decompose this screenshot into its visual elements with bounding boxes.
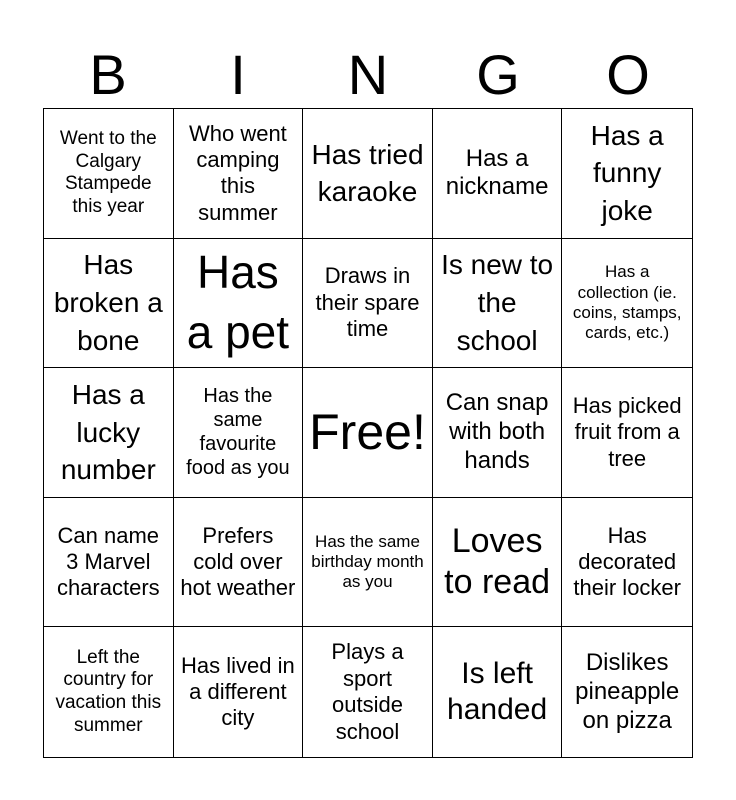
bingo-cell-r3c1[interactable]: Has a lucky number	[44, 368, 174, 498]
bingo-cell-r2c3[interactable]: Draws in their spare time	[303, 239, 433, 369]
bingo-cell-r3c5[interactable]: Has picked fruit from a tree	[562, 368, 692, 498]
bingo-cell-r4c1[interactable]: Can name 3 Marvel characters	[44, 498, 174, 628]
bingo-cell-r5c1[interactable]: Left the country for vacation this summer	[44, 627, 174, 757]
bingo-header	[43, 42, 693, 108]
bingo-cell-r5c2[interactable]: Has lived in a different city	[174, 627, 304, 757]
bingo-board	[43, 108, 693, 758]
bingo-cell-r3c4[interactable]: Can snap with both hands	[433, 368, 563, 498]
bingo-cell-r3c2[interactable]: Has the same favourite food as you	[174, 368, 304, 498]
bingo-cell-r1c3[interactable]: Has tried karaoke	[303, 109, 433, 239]
bingo-cell-r2c2[interactable]: Has a pet	[174, 239, 304, 369]
header-letter-o: O	[606, 43, 650, 106]
bingo-cell-r1c1[interactable]: Went to the Calgary Stampede this year	[44, 109, 174, 239]
bingo-cell-r4c3[interactable]: Has the same birthday month as you	[303, 498, 433, 628]
header-letter-n: N	[347, 43, 389, 106]
bingo-cell-r4c2[interactable]: Prefers cold over hot weather	[174, 498, 304, 628]
bingo-cell-r1c2[interactable]: Who went camping this summer	[174, 109, 304, 239]
bingo-cell-free-space[interactable]: Free!	[303, 368, 433, 498]
bingo-cell-r4c4[interactable]: Loves to read	[433, 498, 563, 628]
bingo-cell-r2c1[interactable]: Has broken a bone	[44, 239, 174, 369]
bingo-cell-r1c4[interactable]: Has a nickname	[433, 109, 563, 239]
header-letter-b: B	[89, 43, 127, 106]
bingo-cell-r2c5[interactable]: Has a collection (ie. coins, stamps, cards, etc.)	[562, 239, 692, 369]
bingo-cell-r5c5[interactable]: Dislikes pineapple on pizza	[575, 649, 680, 734]
bingo-cell-r4c5[interactable]: Has decorated their locker	[562, 498, 692, 628]
bingo-cell-r1c5[interactable]: Has a funny joke	[562, 109, 692, 239]
bingo-cell-r5c3[interactable]: Plays a sport outside school	[303, 627, 433, 757]
bingo-cell-r5c4[interactable]: Is left handed	[433, 627, 563, 757]
header-letter-i: I	[230, 43, 246, 106]
bingo-cell-r2c4[interactable]: Is new to the school	[433, 239, 563, 369]
header-letter-g: G	[476, 43, 520, 106]
